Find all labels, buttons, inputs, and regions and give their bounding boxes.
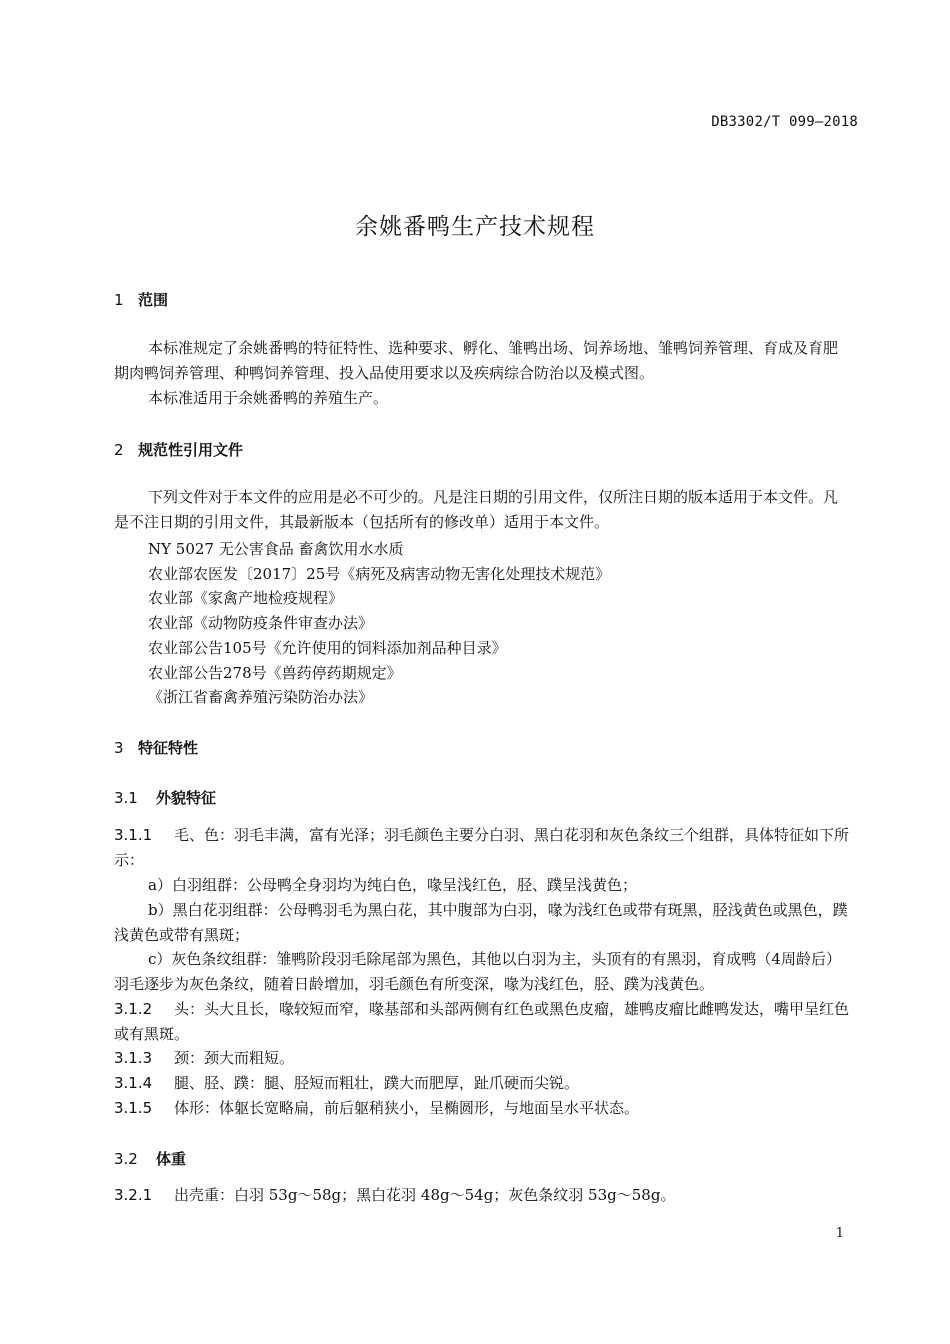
section-number: 3 [114,739,124,757]
section-number: 3.2 [114,1150,138,1168]
section-heading-1 [114,289,168,310]
reference-item: 农业部《动物防疫条件审查办法》 [148,614,374,632]
clause-text: 毛、色：羽毛丰满，富有光泽；羽毛颜色主要分白羽、黑白花羽和灰色条纹三个组群，具体特征如下所示： [114,826,850,869]
list-item-c: c）灰色条纹组群：雏鸭阶段羽毛除尾部为黑色，其他以白羽为主，头顶有的有黑羽，育成鸭（4周龄后）羽毛逐步为灰色条纹，随着日龄增加，羽毛颜色有所变深，喙为浅红色，胫、蹼为浅黄色。 [114,950,841,993]
clause-number: 3.1.3 [114,1049,153,1067]
section-title: 特征特性 [138,739,199,757]
reference-item: 农业部公告278号《兽药停药期规定》 [148,664,402,682]
clause-3-1-5 [114,1096,852,1121]
section-title: 范围 [138,291,169,309]
paragraph: 本标准规定了余姚番鸭的特征特性、选种要求、孵化、雏鸭出场、饲养场地、雏鸭饲养管理、育成及育肥期肉鸭饲养管理、种鸭饲养管理、投入品使用要求以及疾病综合防治以及模式图。 [114,339,839,382]
clause-number: 3.1.5 [114,1099,153,1117]
section-number: 3.1 [114,789,138,807]
section-title: 外貌特征 [156,789,217,807]
clause-text: 头：头大且长，喙较短而窄，喙基部和头部两侧有红色或黑色皮瘤，雄鸭皮瘤比雌鸭发达，嘴甲呈红色或有黑斑。 [114,1000,850,1043]
paragraph: 下列文件对于本文件的应用是必不可少的。凡是注日期的引用文件，仅所注日期的版本适用于本文件。凡是不注日期的引用文件，其最新版本（包括所有的修改单）适用于本文件。 [114,488,839,531]
reference-item: 农业部农医发〔2017〕25号《病死及病害动物无害化处理技术规范》 [148,565,611,583]
section-title: 体重 [156,1150,187,1168]
subsection-heading-3-2 [114,1148,186,1169]
section-number: 2 [114,441,124,459]
clause-3-2-1 [114,1183,852,1208]
clause-text: 出壳重：白羽 53g～58g；黑白花羽 48g～54g；灰色条纹羽 53g～58g。 [174,1186,676,1204]
reference-item: 农业部公告105号《允许使用的饲料添加剂品种目录》 [148,639,507,657]
section-number: 1 [114,291,124,309]
clause-3-1-2 [114,997,852,1047]
list-item-a: a）白羽组群：公母鸭全身羽均为纯白色，喙呈浅红色，胫、蹼呈浅黄色； [148,876,637,894]
reference-item: 农业部《家禽产地检疫规程》 [148,589,344,607]
document-title: 余姚番鸭生产技术规程 [355,214,595,240]
page-number: 1 [835,1226,844,1241]
subsection-heading-3-1 [114,787,216,808]
section-heading-2 [114,439,243,460]
clause-number: 3.1.2 [114,1000,153,1018]
clause-text: 颈：颈大而粗短。 [174,1049,295,1067]
clause-text: 腿、胫、蹼：腿、胫短而粗壮，蹼大而肥厚，趾爪硬而尖锐。 [174,1074,580,1092]
clause-number: 3.1.4 [114,1074,153,1092]
clause-3-1-1 [114,823,852,873]
reference-item: NY 5027 无公害食品 畜禽饮用水水质 [148,540,404,558]
clause-3-1-3 [114,1046,852,1071]
clause-number: 3.2.1 [114,1186,153,1204]
clause-number: 3.1.1 [114,826,153,844]
clause-3-1-4 [114,1071,852,1096]
standard-number: DB3302/T 099—2018 [711,114,858,130]
clause-text: 体形：体躯长宽略扁，前后躯稍狭小，呈椭圆形，与地面呈水平状态。 [174,1099,640,1117]
reference-item: 《浙江省畜禽养殖污染防治办法》 [148,688,374,706]
section-title: 规范性引用文件 [138,441,244,459]
section-heading-3 [114,737,198,758]
paragraph: 本标准适用于余姚番鸭的养殖生产。 [148,389,389,407]
list-item-b: b）黑白花羽组群：公母鸭羽毛为黑白花，其中腹部为白羽，喙为浅红色或带有斑黑，胫浅黄色或黑色，蹼浅黄色或带有黑斑； [114,901,848,944]
